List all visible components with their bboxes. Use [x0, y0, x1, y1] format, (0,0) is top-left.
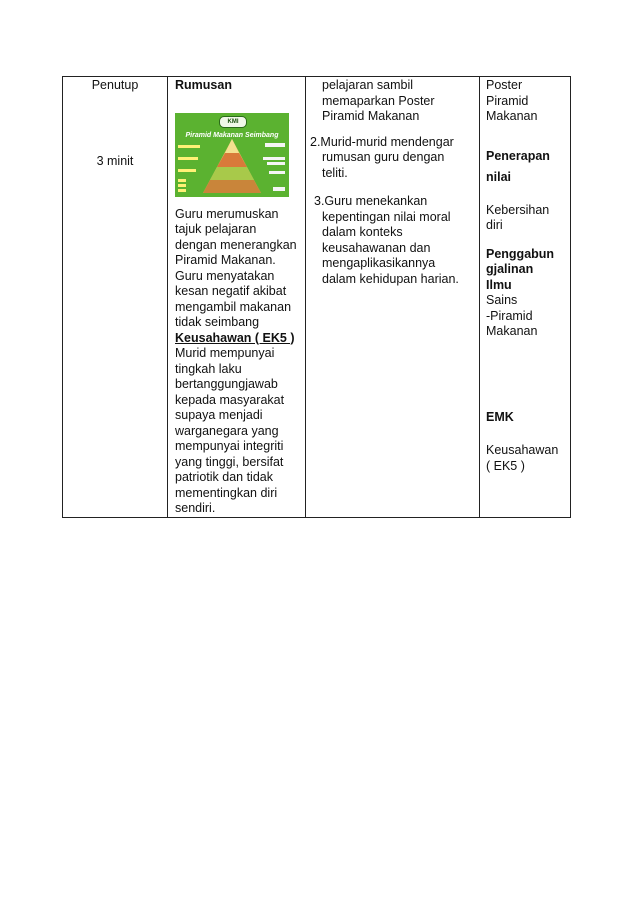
nilai-line: diri: [486, 218, 503, 232]
activity-line: dalam konteks: [322, 225, 403, 239]
bbm-line: Makanan: [486, 109, 538, 123]
activity-line: rumusan guru dengan: [322, 150, 445, 164]
activity-step-3: 3.Guru menekankan: [314, 194, 428, 208]
activity-step-2: 2.Murid-murid mendengar: [310, 134, 454, 149]
content-line: yang tinggi, bersifat: [175, 454, 284, 469]
content-line: patriotik dan tidak: [175, 470, 273, 484]
content-line: tidak seimbang: [175, 315, 260, 329]
content-line: Murid mempunyai: [175, 346, 275, 360]
activity-line: pelajaran sambil: [322, 78, 414, 92]
nilai-line: Kebersihan: [486, 202, 550, 217]
pyramid-icon: [175, 113, 289, 197]
activity-line: mengaplikasikannya: [322, 256, 436, 270]
content-heading: Rumusan: [175, 78, 232, 92]
content-line: Guru menyatakan: [175, 268, 275, 283]
content-line: mementingkan diri: [175, 485, 278, 500]
activity-cell: [306, 77, 480, 518]
content-line: supaya menjadi: [175, 408, 263, 422]
ilmu-line: -Piramid: [486, 308, 533, 323]
stage-cell: [63, 77, 168, 518]
content-line: warganegara yang: [175, 423, 279, 438]
content-line: Piramid Makanan.: [175, 253, 276, 267]
activity-line: Piramid Makanan: [322, 109, 420, 123]
nilai-heading: nilai: [486, 170, 512, 184]
emk-heading: EMK: [486, 409, 514, 424]
ilmu-heading: Ilmu: [486, 277, 512, 292]
food-pyramid-poster: [175, 113, 289, 197]
activity-line: memaparkan Poster: [322, 93, 435, 108]
content-line: bertanggungjawab: [175, 377, 278, 391]
table-row: [63, 77, 571, 518]
content-cell: [168, 77, 306, 518]
bbm-line: Piramid: [486, 93, 529, 108]
content-line: kepada masyarakat: [175, 392, 285, 407]
activity-line: dalam kehidupan harian.: [322, 271, 459, 286]
nilai-heading: Penerapan: [486, 148, 550, 163]
activity-line: teliti.: [322, 165, 348, 180]
content-line: tingkah laku: [175, 361, 242, 376]
activity-line: kepentingan nilai moral: [322, 209, 451, 224]
content-line: kesan negatif akibat: [175, 284, 287, 298]
content-line: Guru merumuskan: [175, 206, 279, 221]
content-line: mempunyai integriti: [175, 439, 284, 453]
ilmu-line: Sains: [486, 293, 518, 307]
poster-title: Piramid Makanan Seimbang: [185, 131, 279, 139]
stage-label: Penutup: [91, 78, 139, 92]
emk-line: Keusahawan: [486, 443, 559, 457]
content-line: tajuk pelajaran: [175, 222, 257, 236]
ilmu-heading: gjalinan: [486, 262, 534, 276]
lesson-plan-table: [62, 76, 571, 518]
ek-label: Keusahawan ( EK5 ): [175, 330, 295, 345]
ilmu-heading: Penggabun: [486, 246, 555, 261]
notes-cell: [480, 77, 571, 518]
content-line: dengan menerangkan: [175, 237, 297, 252]
activity-line: keusahawanan dan: [322, 240, 431, 255]
content-line: mengambil makanan: [175, 299, 292, 314]
content-line: sendiri.: [175, 501, 216, 515]
time-label: 3 minit: [96, 153, 134, 168]
bbm-line: Poster: [486, 78, 523, 92]
emk-line: ( EK5 ): [486, 458, 525, 473]
poster-logo: KMI: [219, 116, 247, 128]
ilmu-line: Makanan: [486, 324, 538, 338]
